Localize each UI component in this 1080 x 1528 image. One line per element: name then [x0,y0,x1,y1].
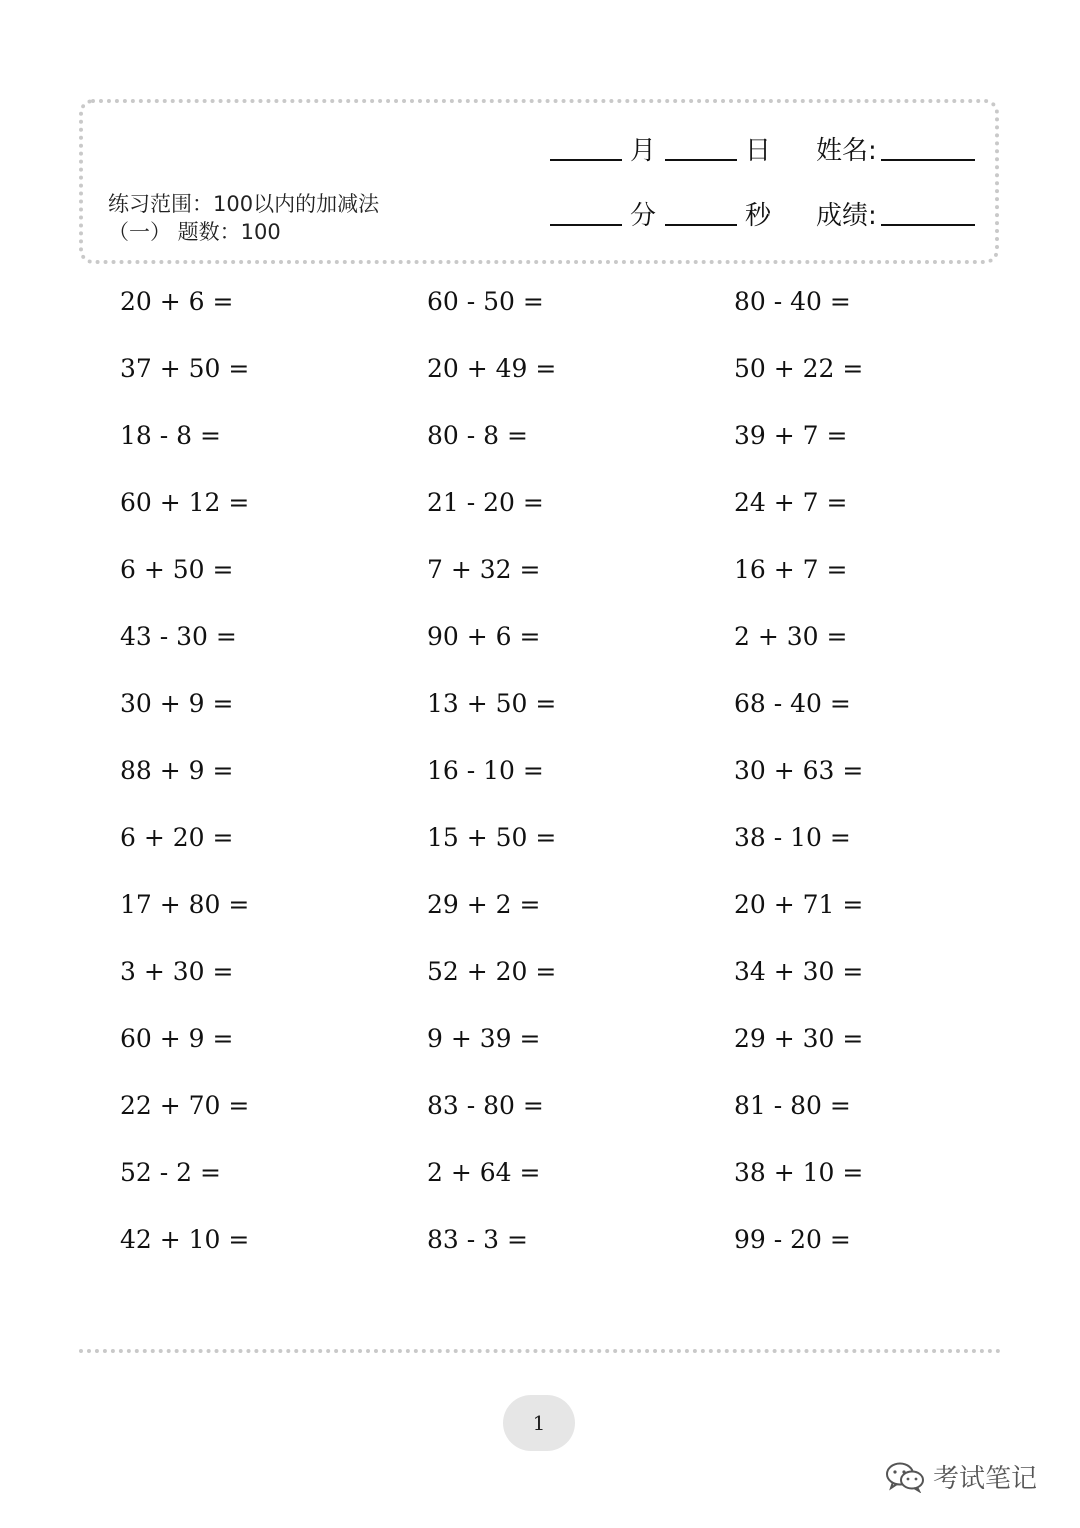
wechat-icon [885,1461,925,1493]
minute-unit: 分 [630,201,657,231]
math-problem: 6 + 20 = [120,823,234,852]
footer-divider [79,1349,1001,1353]
math-problem: 80 - 8 = [427,421,528,450]
math-problem: 50 + 22 = [734,354,864,383]
time-score-row [550,198,975,232]
math-problem: 38 - 10 = [734,823,851,852]
math-problem: 16 + 7 = [734,555,848,584]
math-problem: 20 + 49 = [427,354,557,383]
math-problem: 20 + 6 = [120,287,234,316]
practice-range: 练习范围：100以内的加减法 [108,192,380,216]
date-name-row [550,133,975,167]
math-problem: 22 + 70 = [120,1091,250,1120]
math-problem: 42 + 10 = [120,1225,250,1254]
math-problem: 30 + 63 = [734,756,864,785]
math-problem: 52 - 2 = [120,1158,221,1187]
practice-info [108,190,418,246]
math-problem: 68 - 40 = [734,689,851,718]
practice-count: （一） 题数：100 [108,220,281,244]
day-blank[interactable] [665,159,737,161]
math-problem: 16 - 10 = [427,756,544,785]
page-number-badge [503,1395,575,1451]
math-problem: 30 + 9 = [120,689,234,718]
math-problem: 90 + 6 = [427,622,541,651]
math-problem: 13 + 50 = [427,689,557,718]
month-blank[interactable] [550,159,622,161]
math-problem: 39 + 7 = [734,421,848,450]
watermark [885,1458,1037,1495]
math-problem: 29 + 30 = [734,1024,864,1053]
math-problem: 83 - 80 = [427,1091,544,1120]
problem-grid [120,283,1040,1288]
page-number: 1 [532,1411,546,1435]
watermark-text: 考试笔记 [933,1464,1038,1494]
second-unit: 秒 [745,201,772,231]
name-blank[interactable] [881,159,975,161]
day-unit: 日 [745,136,772,166]
second-blank[interactable] [665,224,737,226]
math-problem: 6 + 50 = [120,555,234,584]
math-problem: 38 + 10 = [734,1158,864,1187]
score-blank[interactable] [881,224,975,226]
math-problem: 88 + 9 = [120,756,234,785]
math-problem: 80 - 40 = [734,287,851,316]
math-problem: 83 - 3 = [427,1225,528,1254]
math-problem: 60 + 12 = [120,488,250,517]
minute-blank[interactable] [550,224,622,226]
math-problem: 20 + 71 = [734,890,864,919]
math-problem: 2 + 30 = [734,622,848,651]
math-problem: 21 - 20 = [427,488,544,517]
score-label: 成绩: [816,201,877,231]
math-problem: 9 + 39 = [427,1024,541,1053]
math-problem: 2 + 64 = [427,1158,541,1187]
math-problem: 17 + 80 = [120,890,250,919]
math-problem: 15 + 50 = [427,823,557,852]
math-problem: 7 + 32 = [427,555,541,584]
math-problem: 43 - 30 = [120,622,237,651]
math-problem: 34 + 30 = [734,957,864,986]
math-problem: 52 + 20 = [427,957,557,986]
month-unit: 月 [630,136,657,166]
math-problem: 18 - 8 = [120,421,221,450]
math-problem: 81 - 80 = [734,1091,851,1120]
math-problem: 29 + 2 = [427,890,541,919]
math-problem: 24 + 7 = [734,488,848,517]
math-problem: 99 - 20 = [734,1225,851,1254]
math-problem: 60 + 9 = [120,1024,234,1053]
math-problem: 3 + 30 = [120,957,234,986]
name-label: 姓名: [816,136,877,166]
math-problem: 37 + 50 = [120,354,250,383]
math-problem: 60 - 50 = [427,287,544,316]
